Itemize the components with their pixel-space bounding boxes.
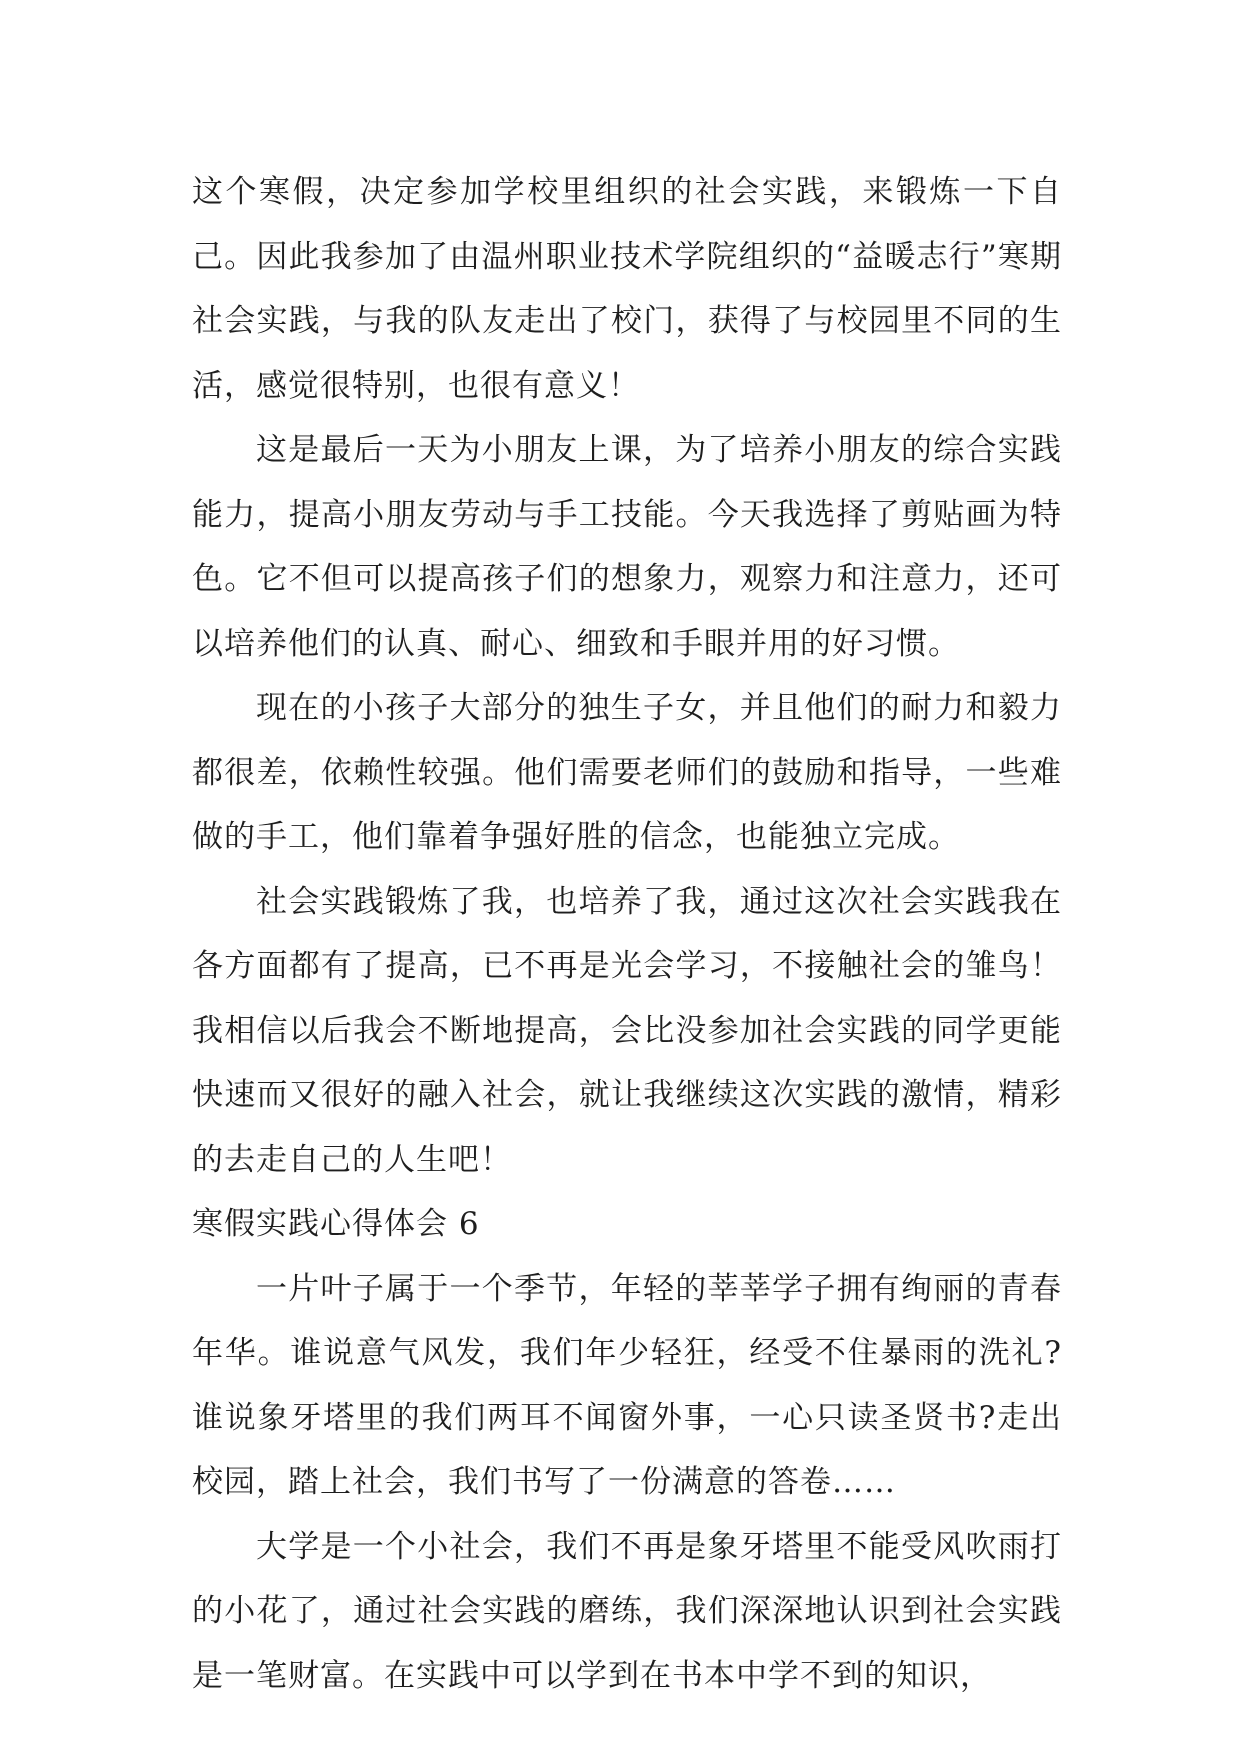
- paragraph-university: 大学是一个小社会，我们不再是象牙塔里不能受风吹雨打的小花了，通过社会实践的磨练，我们深深地认识到社会实践是一笔财富。在实践中可以学到在书本中学不到的知识，: [192, 1528, 1062, 1694]
- paragraph-intro: 这个寒假，决定参加学校里组织的社会实践，来锻炼一下自己。因此我参加了由温州职业技术学院组织的“益暖志行”寒期社会实践，与我的队友走出了校门，获得了与校园里不同的生活，感觉很特别，也很有意义！: [192, 174, 1062, 404]
- paragraph-last-class: 这是最后一天为小朋友上课，为了培养小朋友的综合实践能力，提高小朋友劳动与手工技能。今天我选择了剪贴画为特色。它不但可以提高孩子们的想象力，观察力和注意力，还可以培养他们的认真、耐心、细致和手眼并用的好习惯。: [192, 432, 1062, 662]
- paragraph-conclusion: 社会实践锻炼了我，也培养了我，通过这次社会实践我在各方面都有了提高，已不再是光会学习，不接触社会的雏鸟！我相信以后我会不断地提高，会比没参加社会实践的同学更能快速而又很好的融入社会，就让我继续这次实践的激情，精彩的去走自己的人生吧！: [192, 883, 1062, 1178]
- paragraph-children: 现在的小孩子大部分的独生子女，并且他们的耐力和毅力都很差，依赖性较强。他们需要老师们的鼓励和指导，一些难做的手工，他们靠着争强好胜的信念，也能独立完成。: [192, 690, 1062, 855]
- document-body: [192, 160, 1062, 1708]
- section-heading: 寒假实践心得体会 6: [192, 1206, 480, 1242]
- paragraph-leaf: 一片叶子属于一个季节，年轻的莘莘学子拥有绚丽的青春年华。谁说意气风发，我们年少轻狂，经受不住暴雨的洗礼?谁说象牙塔里的我们两耳不闻窗外事，一心只读圣贤书?走出校园，踏上社会，我们书写了一份满意的答卷……: [192, 1270, 1062, 1500]
